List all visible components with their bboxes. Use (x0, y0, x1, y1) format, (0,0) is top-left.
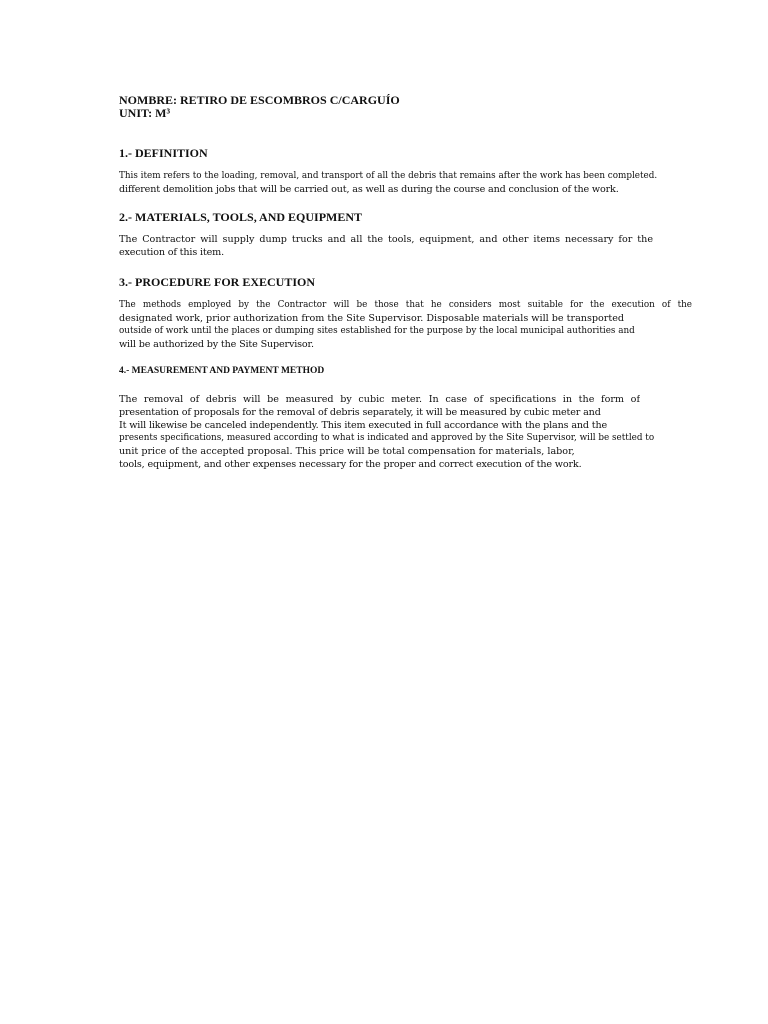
section-body (119, 170, 699, 196)
section-title: 2.- MATERIALS, TOOLS, AND EQUIPMENT (119, 210, 363, 224)
body-line: This item refers to the loading, removal, and transport of all the debris that remains after the work has been completed. (119, 171, 658, 181)
body-line: will be authorized by the Site Supervisor. (119, 339, 314, 350)
section-body (119, 299, 699, 351)
body-line: different demolition jobs that will be carried out, as well as during the course and conclusion of the work. (119, 184, 619, 195)
section-definition (119, 146, 699, 196)
body-line: unit price of the accepted proposal. This price will be total compensation for materials, labor, (119, 446, 575, 457)
body-line: outside of work until the places or dumping sites established for the purpose by the local municipal authorities and (119, 326, 635, 336)
body-line: presents specifications, measured according to what is indicated and approved by the Site Supervisor, will be settled to (119, 433, 655, 443)
section-title: 3.- PROCEDURE FOR EXECUTION (119, 275, 316, 289)
body-line: presentation of proposals for the removal of debris separately, it will be measured by cubic meter and (119, 407, 601, 418)
section-measurement (119, 364, 699, 471)
body-line: The removal of debris will be measured by cubic meter. In case of specifications in the form of (119, 394, 640, 405)
section-materials (119, 210, 699, 259)
body-line: tools, equipment, and other expenses necessary for the proper and correct execution of the work. (119, 459, 582, 470)
body-line: The Contractor will supply dump trucks and all the tools, equipment, and other items necessary for the (119, 234, 653, 245)
section-procedure (119, 275, 699, 351)
document-page (119, 94, 699, 471)
section-body (119, 393, 699, 471)
section-body (119, 233, 699, 259)
section-title: 1.- DEFINITION (119, 146, 208, 160)
body-line: execution of this item. (119, 247, 224, 258)
item-name: NOMBRE: RETIRO DE ESCOMBROS C/CARGUÍO (119, 93, 400, 107)
body-line: The methods employed by the Contractor will be those that he considers most suitable for the execution of the (119, 300, 692, 310)
section-title: 4.- MEASUREMENT AND PAYMENT METHOD (119, 366, 325, 376)
body-line: designated work, prior authorization from the Site Supervisor. Disposable materials will be transported (119, 313, 625, 324)
body-line: It will likewise be canceled independently. This item executed in full accordance with the plans and the (119, 420, 608, 431)
item-unit: UNIT: M³ (119, 106, 171, 120)
document-header (119, 94, 699, 120)
